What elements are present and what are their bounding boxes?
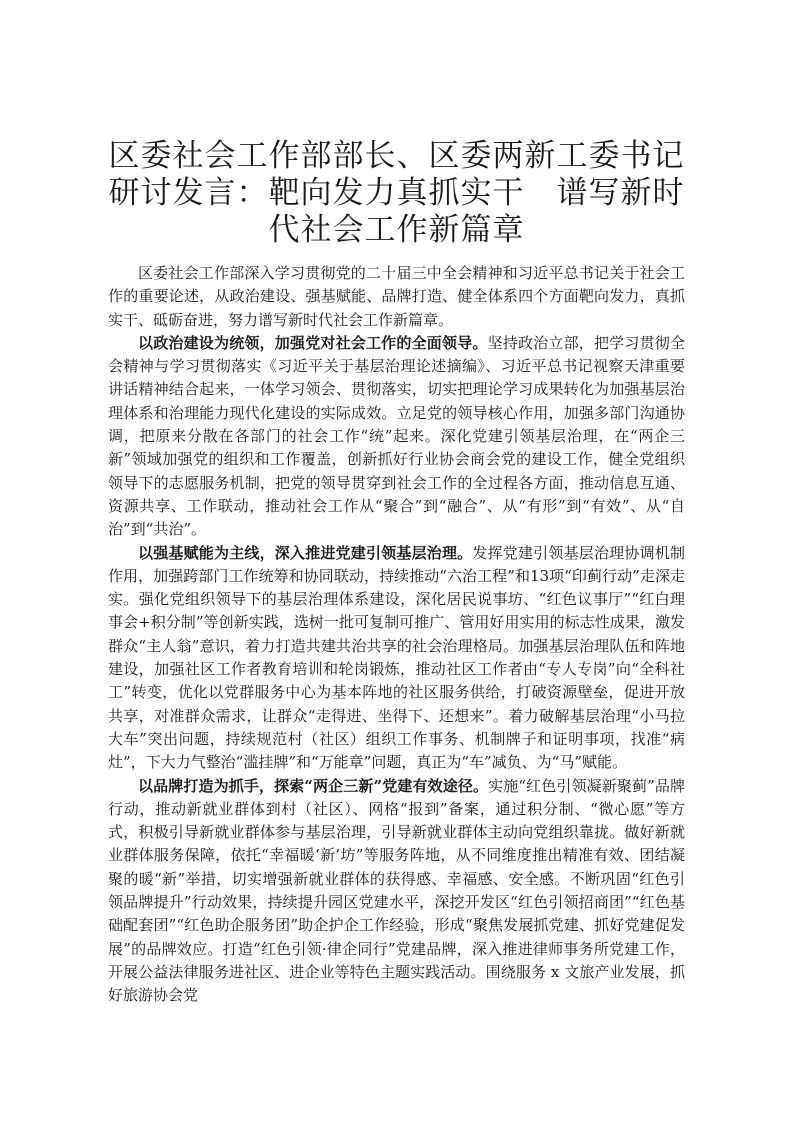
paragraph-text: 实施“红色引领凝新聚蓟”品牌行动，推动新就业群体到村（社区）、网格“报到”备案，通过积分制、“微心愿”等方式，积极引导新就业群体参与基层治理，引导新就业群体主动向党组织靠拢。做好新就业群体服务保障，依托“幸福暖‘新’坊”等服务阵地，从不同维度推出精准有效、团结凝聚的暖“新”举措，切实增强新就业群体的获得感、幸福感、安全感。不断巩固“红色引领品牌提升”行动效果，持续提升园区党建水平，深挖开发区“红色引领招商团”“红色基础配套团”“红色助企服务团”助企护企工作经验，形成“聚焦发展抓党建、抓好党建促发展”的品牌效应。打造“红色引领·律企同行”党建品牌，深入推进律师事务所党建工作，开展公益法律服务进社区、进企业等特色主题实践活动。围绕服务 x 文旅产业发展，抓好旅游协会党 <box>108 776 685 1005</box>
paragraph-political-building <box>108 332 685 542</box>
paragraph-lead: 以政治建设为统领，加强党对社会工作的全面领导。 <box>138 333 488 352</box>
paragraph-text: 区委社会工作部深入学习贯彻党的二十届三中全会精神和习近平总书记关于社会工作的重要论述，从政治建设、强基赋能、品牌打造、健全体系四个方面靶向发力，真抓实干、砥砺奋进，努力谱写新时代社会工作新篇章。 <box>108 264 685 329</box>
paragraph-grassroots-governance <box>108 542 685 775</box>
document-body <box>108 262 685 1008</box>
paragraph-intro <box>108 262 685 332</box>
paragraph-brand-building <box>108 775 685 1008</box>
paragraph-text: 坚持政治立部，把学习贯彻全会精神与学习贯彻落实《习近平关于基层治理论述摘编》、习近平总书记视察天津重要讲话精神结合起来，一体学习领会、贯彻落实，切实把理论学习成果转化为加强基层治理体系和治理能力现代化建设的实际成效。立足党的领导核心作用，加强多部门沟通协调，把原来分散在各部门的社会工作“统”起来。深化党建引领基层治理，在“两企三新”领域加强党的组织和工作覆盖，创新抓好行业协会商会党的建设工作，健全党组织领导下的志愿服务机制，把党的领导贯穿到社会工作的全过程各方面，推动信息互通、资源共享、工作联动，推动社会工作从“聚合”到“融合”、从“有形”到“有效”、从“自治”到“共治”。 <box>108 333 685 539</box>
paragraph-lead: 以强基赋能为主线，深入推进党建引领基层治理。 <box>138 543 473 562</box>
document-title: 区委社会工作部部长、区委两新工委书记研讨发言：靶向发力真抓实干 谱写新时代社会工作新篇章 <box>108 138 685 248</box>
paragraph-lead: 以品牌打造为抓手，探索“两企三新”党建有效途径。 <box>138 776 489 795</box>
paragraph-text: 发挥党建引领基层治理协调机制作用，加强跨部门工作统筹和协同联动，持续推动“六治工程”和13项“印蓟行动”走深走实。强化党组织领导下的基层治理体系建设，深化居民说事坊、“红色议事厅”“红白理事会+积分制”等创新实践，选树一批可复制可推广、管用好用实用的标志性成果，激发群众“主人翁”意识，着力打造共建共治共享的社会治理格局。加强基层治理队伍和阵地建设，加强社区工作者教育培训和轮岗锻炼，推动社区工作者由“专人专岗”向“全科社工”转变，优化以党群服务中心为基本阵地的社区服务供给，打破资源壁垒，促进开放共享，对准群众需求，让群众“走得进、坐得下、还想来”。着力破解基层治理“小马拉大车”突出问题，持续规范村（社区）组织工作事务、机制牌子和证明事项，找准“病灶”，下大力气整治“滥挂牌”和“万能章”问题，真正为“车”减负、为“马”赋能。 <box>108 543 685 772</box>
